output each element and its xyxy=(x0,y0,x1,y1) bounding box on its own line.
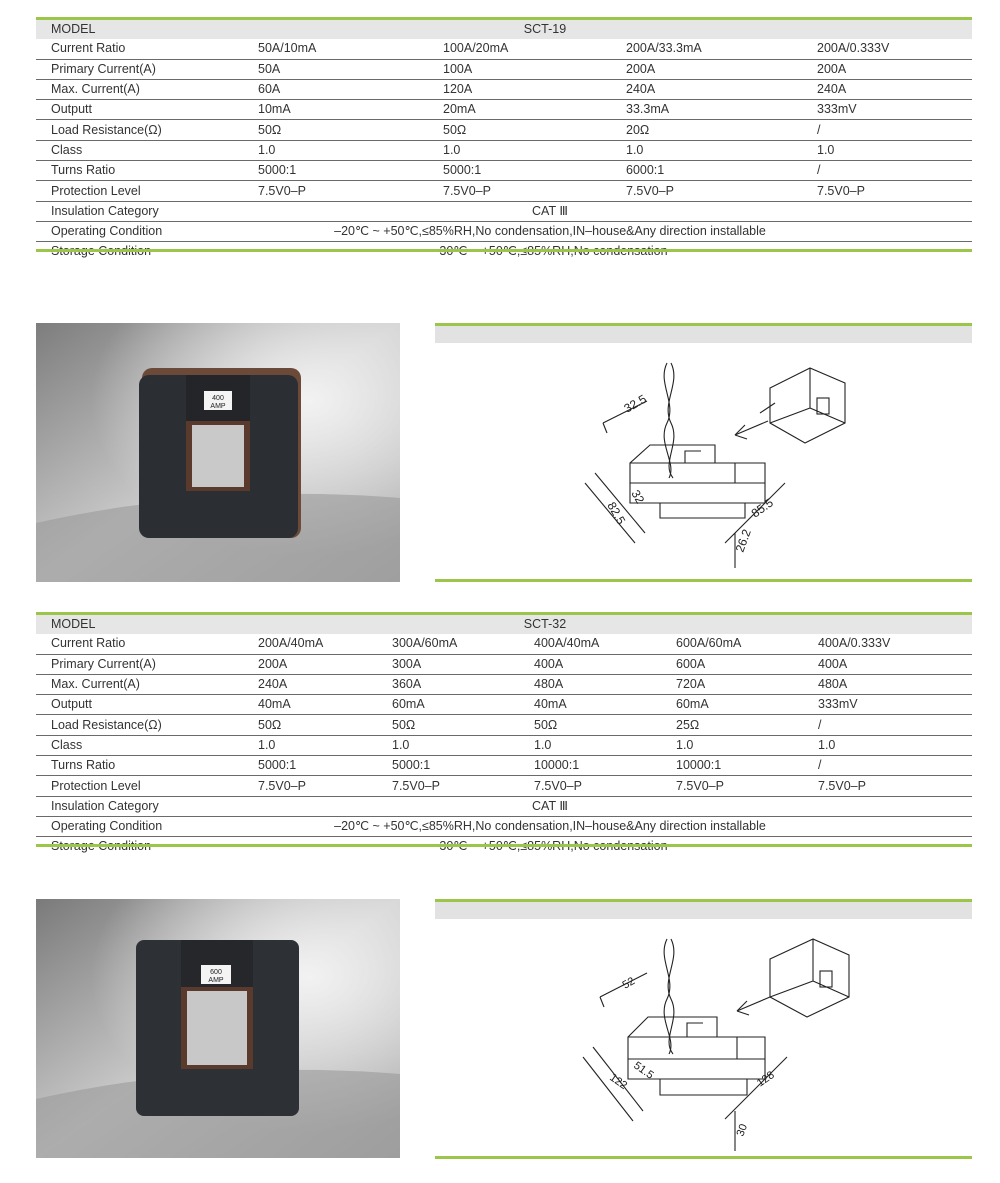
cell: 7.5V0–P xyxy=(817,181,972,201)
dim-label: 82.5 xyxy=(604,499,629,527)
dim-label: 85.5 xyxy=(748,495,776,521)
row-label: Load Resistance(Ω) xyxy=(36,715,258,735)
photo-tag-amps: 600 xyxy=(210,969,222,976)
cell: 5000:1 xyxy=(258,161,443,181)
cell: 720A xyxy=(676,674,818,694)
row-label: Protection Level xyxy=(36,181,258,201)
cell: 50A/10mA xyxy=(258,39,443,59)
cell: 1.0 xyxy=(676,735,818,755)
sct19-dimension-diagram xyxy=(435,323,972,582)
table-row xyxy=(36,776,972,796)
cell: 1.0 xyxy=(626,140,817,160)
table-row xyxy=(36,140,972,160)
dim-label: 32 xyxy=(628,487,648,507)
dim-label: 32.5 xyxy=(621,391,649,416)
sct19-table-bottom-rule xyxy=(36,249,972,252)
cell: 200A xyxy=(817,59,972,79)
cell: 7.5V0–P xyxy=(676,776,818,796)
table-row xyxy=(36,221,972,241)
dim-label: 122 xyxy=(607,1071,630,1092)
table-row xyxy=(36,59,972,79)
operating-value: –20℃ ~ +50℃,≤85%RH,No condensation,IN–house&Any direction installable xyxy=(258,816,972,836)
cell: 600A xyxy=(676,654,818,674)
photo-tag-amps: 400 xyxy=(212,395,224,402)
sct32-spec-table xyxy=(36,615,972,857)
sct19-product-photo xyxy=(36,323,400,582)
sct32-table-bottom-rule xyxy=(36,844,972,847)
cell: 7.5V0–P xyxy=(534,776,676,796)
cell: 333mV xyxy=(817,100,972,120)
cell: 50Ω xyxy=(258,715,392,735)
cell: 7.5V0–P xyxy=(443,181,626,201)
cell: 10mA xyxy=(258,100,443,120)
model-name: SCT-32 xyxy=(258,615,972,634)
cell: 200A/40mA xyxy=(258,634,392,654)
table-row xyxy=(36,735,972,755)
row-label: Class xyxy=(36,140,258,160)
cell: 240A xyxy=(817,79,972,99)
cell: 400A xyxy=(818,654,972,674)
cell: 100A/20mA xyxy=(443,39,626,59)
cell: / xyxy=(818,756,972,776)
cell: / xyxy=(817,161,972,181)
cell: 333mV xyxy=(818,695,972,715)
row-label: Max. Current(A) xyxy=(36,79,258,99)
table-header-row xyxy=(36,20,972,39)
cell: 240A xyxy=(258,674,392,694)
cell: 6000:1 xyxy=(626,161,817,181)
table-row xyxy=(36,201,972,221)
table-row xyxy=(36,100,972,120)
table-row xyxy=(36,634,972,654)
cell: 1.0 xyxy=(443,140,626,160)
cell: 400A/40mA xyxy=(534,634,676,654)
table-header-row xyxy=(36,615,972,634)
cell: 60mA xyxy=(392,695,534,715)
table-row xyxy=(36,161,972,181)
photo-tag-unit: AMP xyxy=(210,403,226,410)
table-row xyxy=(36,816,972,836)
cell: 5000:1 xyxy=(392,756,534,776)
cell: 1.0 xyxy=(392,735,534,755)
table-row xyxy=(36,654,972,674)
cell: / xyxy=(817,120,972,140)
row-label: Current Ratio xyxy=(36,39,258,59)
photo-tag-unit: AMP xyxy=(208,977,224,984)
sct32-dimension-diagram xyxy=(435,899,972,1161)
table-row xyxy=(36,756,972,776)
row-label: Protection Level xyxy=(36,776,258,796)
table-row xyxy=(36,715,972,735)
table-row xyxy=(36,181,972,201)
cell: 7.5V0–P xyxy=(818,776,972,796)
row-label: Turns Ratio xyxy=(36,161,258,181)
cell: 240A xyxy=(626,79,817,99)
cell: 33.3mA xyxy=(626,100,817,120)
cell: 1.0 xyxy=(818,735,972,755)
cell: 1.0 xyxy=(817,140,972,160)
dim-label: 52 xyxy=(620,975,638,992)
row-label: Operating Condition xyxy=(36,221,258,241)
cell: 7.5V0–P xyxy=(626,181,817,201)
cell: 7.5V0–P xyxy=(258,776,392,796)
cell: 100A xyxy=(443,59,626,79)
dim-label: 128 xyxy=(754,1069,777,1090)
cell: 300A xyxy=(392,654,534,674)
cell: 480A xyxy=(818,674,972,694)
insulation-value: CAT Ⅲ xyxy=(258,796,972,816)
cell: 200A/33.3mA xyxy=(626,39,817,59)
cell: 50Ω xyxy=(443,120,626,140)
cell: 1.0 xyxy=(534,735,676,755)
cell: 50Ω xyxy=(392,715,534,735)
row-label: Outputt xyxy=(36,695,258,715)
table-row xyxy=(36,120,972,140)
cell: 50Ω xyxy=(534,715,676,735)
dim-label: 26.2 xyxy=(732,527,754,555)
table-row xyxy=(36,796,972,816)
cell: 480A xyxy=(534,674,676,694)
cell: 300A/60mA xyxy=(392,634,534,654)
row-label: Primary Current(A) xyxy=(36,59,258,79)
row-label: Outputt xyxy=(36,100,258,120)
cell: 600A/60mA xyxy=(676,634,818,654)
cell: 120A xyxy=(443,79,626,99)
cell: 5000:1 xyxy=(443,161,626,181)
cell: 1.0 xyxy=(258,140,443,160)
cell: 10000:1 xyxy=(534,756,676,776)
dim-label: 51.5 xyxy=(631,1059,656,1082)
cell: 5000:1 xyxy=(258,756,392,776)
row-label: Class xyxy=(36,735,258,755)
row-label: Turns Ratio xyxy=(36,756,258,776)
cell: 1.0 xyxy=(258,735,392,755)
cell: 60mA xyxy=(676,695,818,715)
table-row xyxy=(36,695,972,715)
cell: / xyxy=(818,715,972,735)
table-row xyxy=(36,79,972,99)
row-label: Load Resistance(Ω) xyxy=(36,120,258,140)
table-row xyxy=(36,39,972,59)
cell: 40mA xyxy=(258,695,392,715)
row-label: Current Ratio xyxy=(36,634,258,654)
cell: 200A xyxy=(258,654,392,674)
cell: 200A/0.333V xyxy=(817,39,972,59)
model-header-label: MODEL xyxy=(36,20,258,39)
cell: 25Ω xyxy=(676,715,818,735)
row-label: Primary Current(A) xyxy=(36,654,258,674)
row-label: Insulation Category xyxy=(36,201,258,221)
cell: 50A xyxy=(258,59,443,79)
row-label: Operating Condition xyxy=(36,816,258,836)
dim-label: 30 xyxy=(734,1122,751,1139)
cell: 400A xyxy=(534,654,676,674)
row-label: Insulation Category xyxy=(36,796,258,816)
cell: 50Ω xyxy=(258,120,443,140)
operating-value: –20℃ ~ +50℃,≤85%RH,No condensation,IN–house&Any direction installable xyxy=(258,221,972,241)
cell: 7.5V0–P xyxy=(392,776,534,796)
row-label: Max. Current(A) xyxy=(36,674,258,694)
cell: 60A xyxy=(258,79,443,99)
sct32-product-photo xyxy=(36,899,400,1158)
cell: 360A xyxy=(392,674,534,694)
cell: 7.5V0–P xyxy=(258,181,443,201)
cell: 10000:1 xyxy=(676,756,818,776)
sct19-spec-table xyxy=(36,20,972,262)
insulation-value: CAT Ⅲ xyxy=(258,201,972,221)
cell: 200A xyxy=(626,59,817,79)
cell: 400A/0.333V xyxy=(818,634,972,654)
table-row xyxy=(36,674,972,694)
model-header-label: MODEL xyxy=(36,615,258,634)
model-name: SCT-19 xyxy=(258,20,972,39)
cell: 20Ω xyxy=(626,120,817,140)
cell: 20mA xyxy=(443,100,626,120)
cell: 40mA xyxy=(534,695,676,715)
